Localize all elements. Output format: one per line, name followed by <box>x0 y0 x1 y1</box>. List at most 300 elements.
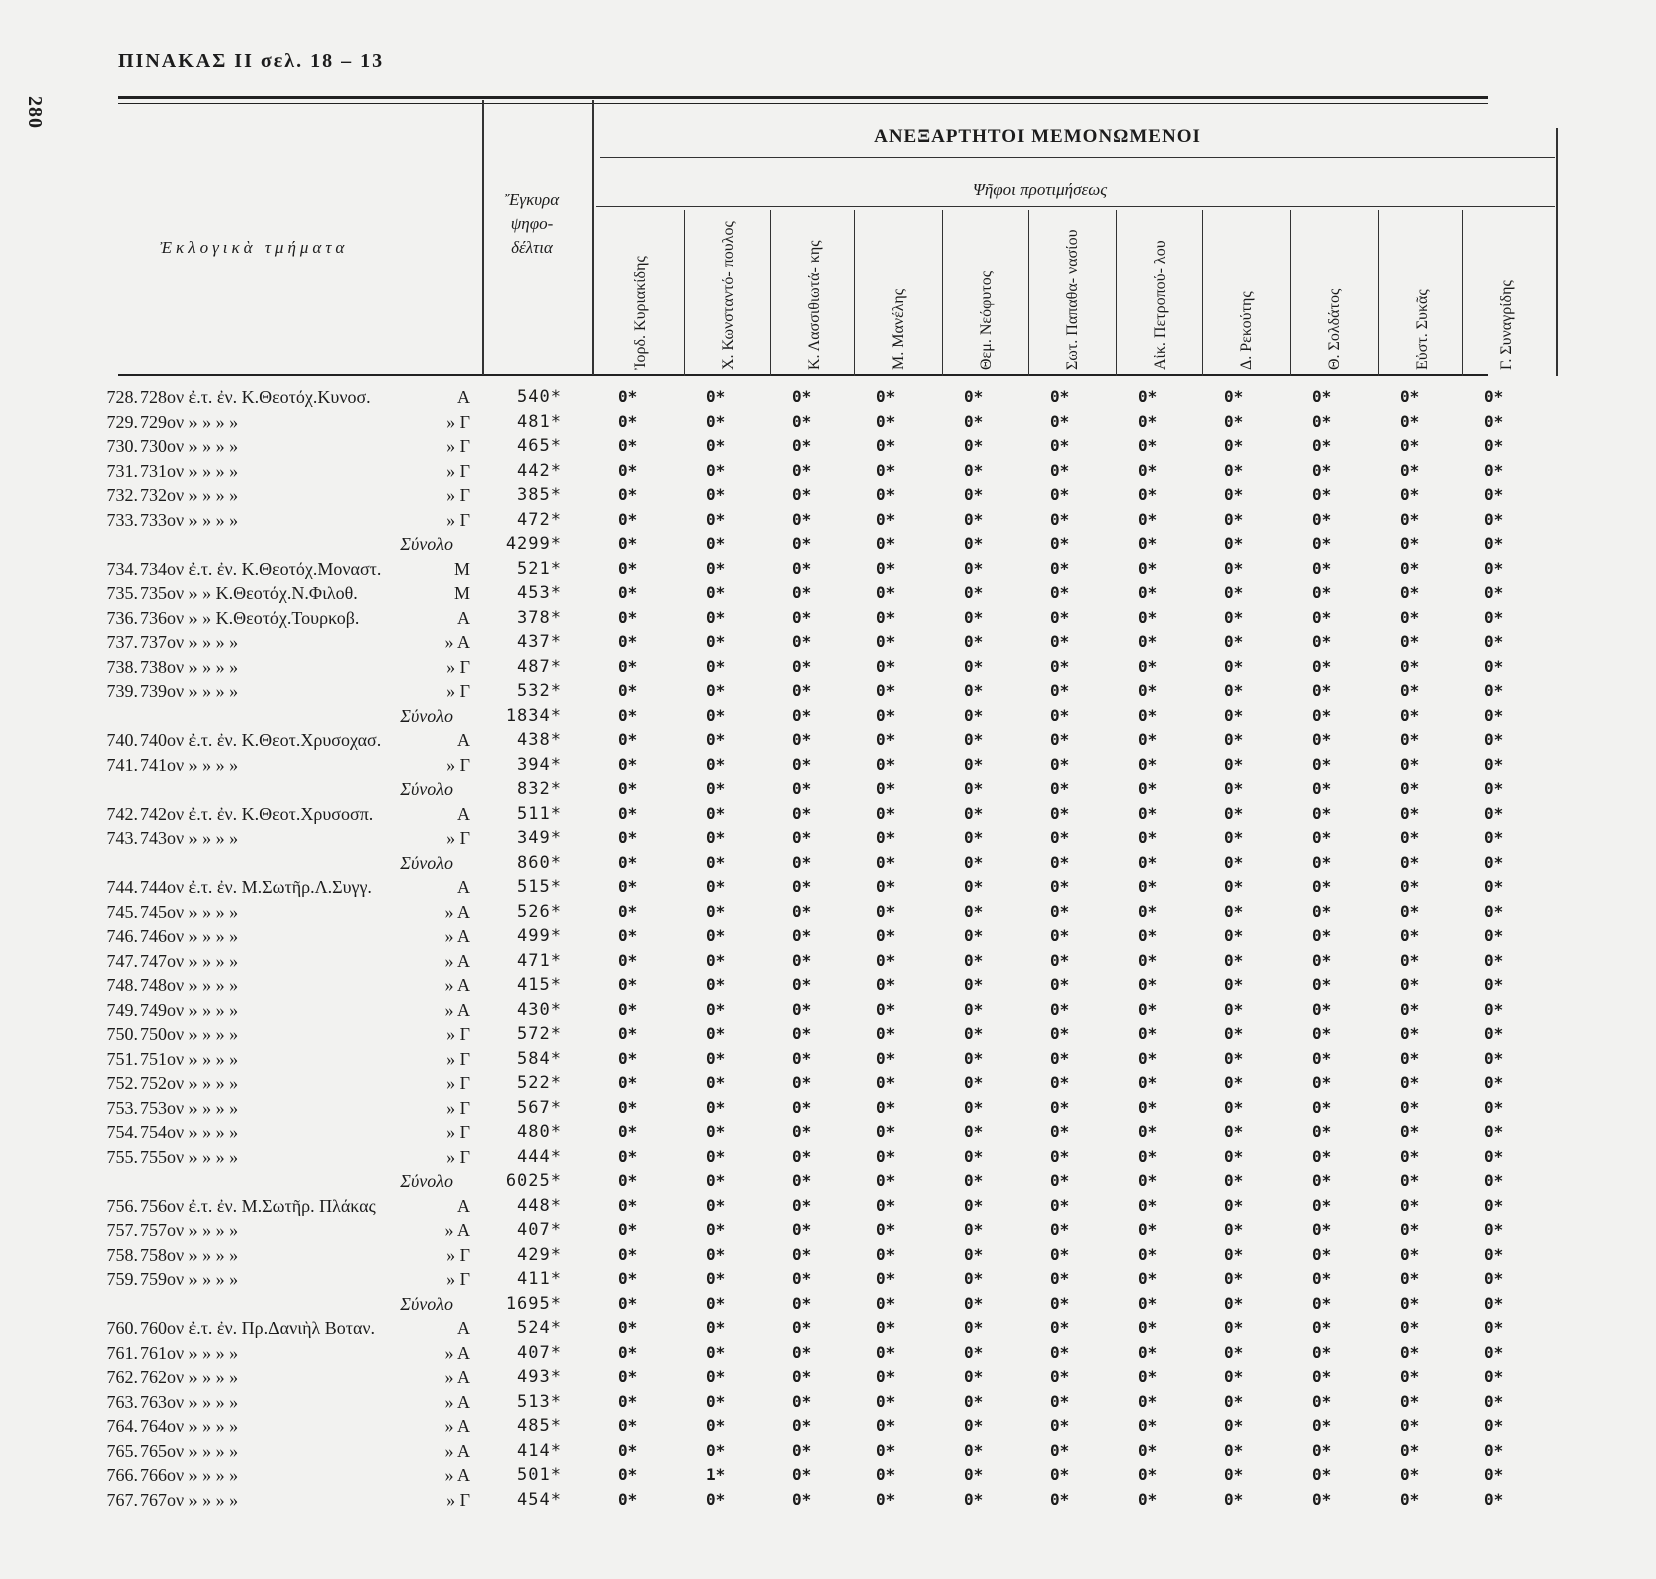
preference-vote-cell: 0* <box>618 1465 638 1484</box>
district-name: 757ον » » » » <box>140 1220 239 1240</box>
preference-vote-cell: 0* <box>706 852 726 872</box>
preference-vote-cell: 0* <box>706 999 726 1019</box>
preference-vote-cell: 0* <box>792 509 812 529</box>
district-category: Α <box>457 1195 470 1216</box>
preference-vote-cell: 0* <box>706 1220 726 1239</box>
preference-vote-cell: 0* <box>1224 558 1244 578</box>
preference-vote-cell: 0* <box>876 656 896 676</box>
preference-vote-cell: 0* <box>1400 877 1420 896</box>
district-category: » Α <box>444 1440 470 1461</box>
district-category: » Α <box>444 975 470 995</box>
preference-vote-cell: 0* <box>706 901 726 921</box>
preference-vote-cell: 0* <box>792 1171 812 1190</box>
preference-vote-cell: 0* <box>964 485 984 504</box>
preference-votes-header: Ψῆφοι προτιμήσεως <box>972 180 1108 199</box>
district-category: » Γ <box>446 1269 470 1289</box>
preference-vote-cell: 0* <box>1138 705 1158 725</box>
district-name: 740ον ἐ.τ. ἐν. Κ.Θεοτ.Χρυσοχασ. <box>140 730 382 750</box>
district-name: 738ον » » » » <box>140 656 239 677</box>
preference-vote-cell: 0* <box>1484 877 1504 896</box>
preference-vote-cell: 0* <box>876 779 896 798</box>
preference-vote-cell: 0* <box>964 1465 984 1484</box>
district-category: Α <box>457 607 470 628</box>
preference-vote-cell: 0* <box>1400 534 1420 553</box>
preference-vote-cell: 0* <box>1050 705 1070 725</box>
preference-vote-cell: 0* <box>706 803 726 823</box>
preference-vote-cell: 0* <box>1050 509 1070 529</box>
preference-vote-cell: 0* <box>1138 1416 1158 1435</box>
preference-vote-cell: 0* <box>964 1073 984 1092</box>
preference-vote-cell: 0* <box>1138 1048 1158 1068</box>
district-category: » Α <box>444 901 470 922</box>
preference-vote-cell: 0* <box>1224 607 1244 627</box>
preference-vote-cell: 0* <box>1484 999 1504 1019</box>
preference-vote-cell: 0* <box>1224 656 1244 676</box>
preference-vote-cell: 0* <box>876 1269 896 1288</box>
preference-vote-cell: 0* <box>1050 460 1070 480</box>
district-category: » Α <box>444 999 470 1020</box>
subtotal-label: Σύνολο <box>400 534 453 554</box>
preference-vote-cell: 0* <box>876 877 896 896</box>
preference-vote-cell: 0* <box>1312 1440 1332 1460</box>
subtotal-row <box>0 532 1656 557</box>
preference-vote-cell: 0* <box>618 730 638 749</box>
row-number: 749. <box>106 999 138 1020</box>
preference-vote-cell: 0* <box>1224 1440 1244 1460</box>
valid-ballots-cell: 437* <box>517 632 562 652</box>
preference-vote-cell: 0* <box>964 460 984 480</box>
district-category: » Γ <box>446 460 470 481</box>
district-name: 745ον » » » » <box>140 901 239 922</box>
district-category: » Γ <box>446 1024 470 1044</box>
preference-vote-cell: 0* <box>1138 583 1158 602</box>
preference-vote-cell: 0* <box>1400 485 1420 504</box>
preference-vote-cell: 0* <box>1224 1195 1244 1215</box>
candidate-divider <box>1116 210 1117 376</box>
district-category: Μ <box>453 583 470 603</box>
district-category: Α <box>457 387 470 407</box>
preference-vote-cell: 0* <box>1484 705 1504 725</box>
valid-ballots-cell: 584* <box>517 1048 562 1069</box>
row-number: 731. <box>106 460 138 481</box>
preference-vote-cell: 0* <box>964 999 984 1019</box>
preference-vote-cell: 0* <box>1400 1146 1420 1166</box>
preference-vote-cell: 0* <box>1138 779 1158 798</box>
district-category: Μ <box>453 558 470 579</box>
preference-vote-cell: 0* <box>1138 1440 1158 1460</box>
preference-vote-cell: 0* <box>1050 632 1070 651</box>
preference-vote-cell: 0* <box>1224 1465 1244 1484</box>
preference-vote-cell: 0* <box>1484 828 1504 847</box>
districts-header: Ἐκλογικὰ τμήματα <box>160 238 349 257</box>
preference-vote-cell: 0* <box>706 828 726 847</box>
preference-vote-cell: 0* <box>618 632 638 651</box>
preference-vote-cell: 0* <box>618 509 638 529</box>
preference-vote-cell: 0* <box>876 583 896 602</box>
table-row <box>0 1365 1656 1390</box>
preference-vote-cell: 0* <box>876 1048 896 1068</box>
preference-vote-cell: 0* <box>876 632 896 651</box>
district-category: » Γ <box>446 1244 470 1265</box>
preference-vote-cell: 0* <box>1050 1465 1070 1484</box>
row-number: 738. <box>106 656 138 677</box>
preference-vote-cell: 0* <box>964 607 984 627</box>
preference-vote-cell: 0* <box>792 485 812 504</box>
district-name: 767ον » » » » <box>140 1489 239 1510</box>
row-number: 764. <box>106 1416 138 1436</box>
preference-vote-cell: 0* <box>792 1440 812 1460</box>
preference-vote-cell: 0* <box>876 1318 896 1337</box>
preference-vote-cell: 0* <box>1484 1024 1504 1043</box>
district-name: 729ον » » » » <box>140 411 239 432</box>
preference-vote-cell: 0* <box>1484 387 1504 406</box>
candidate-header: Χ. Κωνσταντό- πουλος <box>719 221 737 370</box>
preference-vote-cell: 0* <box>1312 1171 1332 1190</box>
preference-vote-cell: 0* <box>1224 1367 1244 1386</box>
preference-vote-cell: 0* <box>1138 754 1158 774</box>
district-name: 754ον » » » » <box>140 1122 239 1142</box>
preference-vote-cell: 0* <box>792 411 812 431</box>
valid-ballots-cell: 430* <box>517 999 562 1020</box>
preference-vote-cell: 0* <box>1484 656 1504 676</box>
row-number: 758. <box>106 1244 138 1265</box>
preference-vote-cell: 0* <box>1138 1269 1158 1288</box>
table-row <box>0 973 1656 998</box>
preference-vote-cell: 0* <box>792 1318 812 1337</box>
table-row <box>0 1218 1656 1243</box>
valid-ballots-cell: 493* <box>517 1367 562 1387</box>
valid-ballots-cell: 454* <box>517 1489 562 1510</box>
preference-vote-cell: 0* <box>1050 975 1070 994</box>
preference-vote-cell: 0* <box>1484 583 1504 602</box>
preference-vote-cell: 0* <box>1484 1048 1504 1068</box>
table-row <box>0 949 1656 974</box>
district-name: 728ον ἐ.τ. ἐν. Κ.Θεοτόχ.Κυνοσ. <box>140 387 371 407</box>
preference-vote-cell: 0* <box>706 681 726 700</box>
preference-vote-cell: 0* <box>1484 411 1504 431</box>
row-number: 740. <box>106 730 138 750</box>
preference-vote-cell: 0* <box>876 1146 896 1166</box>
preference-vote-cell: 0* <box>706 607 726 627</box>
valid-ballots-cell: 532* <box>517 681 562 701</box>
preference-vote-cell: 0* <box>1050 558 1070 578</box>
preference-vote-cell: 0* <box>792 1048 812 1068</box>
preference-vote-cell: 0* <box>706 1367 726 1386</box>
district-category: » Α <box>444 632 470 652</box>
preference-vote-cell: 0* <box>792 607 812 627</box>
preference-vote-cell: 0* <box>1400 1416 1420 1435</box>
valid-ballots-cell: 540* <box>517 387 562 407</box>
preference-vote-cell: 0* <box>706 632 726 651</box>
preference-vote-cell: 0* <box>1224 1097 1244 1117</box>
preference-vote-cell: 0* <box>1400 1465 1420 1484</box>
district-name: 739ον » » » » <box>140 681 239 701</box>
candidate-divider <box>1202 210 1203 376</box>
valid-ballots-cell: 499* <box>517 926 562 946</box>
preference-vote-cell: 0* <box>1050 411 1070 431</box>
preference-vote-cell: 0* <box>1050 485 1070 504</box>
preference-vote-cell: 0* <box>1484 607 1504 627</box>
subtotal-label: Σύνολο <box>400 1293 453 1314</box>
table-row <box>0 875 1656 900</box>
row-number: 730. <box>106 436 138 456</box>
preference-vote-cell: 0* <box>1050 999 1070 1019</box>
preference-vote-cell: 0* <box>792 926 812 945</box>
preference-vote-cell: 0* <box>618 1318 638 1337</box>
preference-vote-cell: 0* <box>618 1146 638 1166</box>
preference-vote-cell: 0* <box>1400 1073 1420 1092</box>
district-name: 747ον » » » » <box>140 950 239 971</box>
district-name: 753ον » » » » <box>140 1097 239 1118</box>
table-row <box>0 1488 1656 1513</box>
preference-vote-cell: 0* <box>618 1171 638 1190</box>
preference-vote-cell: 0* <box>1484 754 1504 774</box>
valid-ballots-cell: 567* <box>517 1097 562 1118</box>
district-name: 762ον » » » » <box>140 1367 239 1387</box>
preference-vote-cell: 0* <box>1312 1367 1332 1386</box>
preference-vote-cell: 0* <box>618 950 638 970</box>
preference-vote-cell: 0* <box>706 1122 726 1141</box>
row-number: 756. <box>106 1195 138 1216</box>
preference-vote-cell: 0* <box>792 803 812 823</box>
preference-vote-cell: 0* <box>618 1440 638 1460</box>
row-number: 736. <box>106 607 138 628</box>
preference-vote-cell: 0* <box>618 1195 638 1215</box>
section-underline <box>600 157 1555 158</box>
preference-vote-cell: 0* <box>706 1146 726 1166</box>
preference-vote-cell: 0* <box>1400 852 1420 872</box>
preference-vote-cell: 0* <box>792 950 812 970</box>
row-number: 755. <box>106 1146 138 1167</box>
preference-vote-cell: 0* <box>1224 877 1244 896</box>
valid-ballots-cell: 832* <box>517 779 562 799</box>
district-name: 755ον » » » » <box>140 1146 239 1167</box>
preference-vote-cell: 0* <box>792 754 812 774</box>
valid-ballots-cell: 4299* <box>505 534 562 554</box>
preference-vote-cell: 0* <box>1224 828 1244 847</box>
preference-vote-cell: 0* <box>792 681 812 700</box>
preference-vote-cell: 0* <box>1484 1440 1504 1460</box>
row-number: 745. <box>106 901 138 922</box>
preference-vote-cell: 0* <box>1138 803 1158 823</box>
preference-vote-cell: 0* <box>1312 460 1332 480</box>
preference-vote-cell: 0* <box>1050 754 1070 774</box>
preference-vote-cell: 0* <box>1484 1073 1504 1092</box>
preference-vote-cell: 0* <box>1224 1244 1244 1264</box>
preference-vote-cell: 0* <box>792 436 812 455</box>
preference-vote-cell: 0* <box>1400 1220 1420 1239</box>
preference-vote-cell: 0* <box>1224 926 1244 945</box>
valid-ballots-cell: 521* <box>517 558 562 579</box>
preference-vote-cell: 0* <box>1138 1220 1158 1239</box>
preference-vote-cell: 0* <box>1050 950 1070 970</box>
district-name: 761ον » » » » <box>140 1342 239 1363</box>
preference-vote-cell: 0* <box>876 975 896 994</box>
table-row <box>0 508 1656 533</box>
preference-vote-cell: 0* <box>1138 1097 1158 1117</box>
preference-vote-cell: 0* <box>1138 1171 1158 1190</box>
preference-vote-cell: 0* <box>706 558 726 578</box>
valid-ballots-cell: 515* <box>517 877 562 897</box>
preference-vote-cell: 0* <box>1224 1024 1244 1043</box>
preference-vote-cell: 0* <box>1400 779 1420 798</box>
candidate-header: Δ. Ρεκούτης <box>1237 291 1255 370</box>
valid-ballots-cell: 448* <box>517 1195 562 1216</box>
top-rule <box>118 96 1488 99</box>
preference-vote-cell: 0* <box>964 1048 984 1068</box>
preference-vote-cell: 0* <box>1312 730 1332 749</box>
preference-vote-cell: 0* <box>1312 1048 1332 1068</box>
preference-vote-cell: 0* <box>964 1195 984 1215</box>
preference-vote-cell: 0* <box>964 534 984 553</box>
preference-vote-cell: 0* <box>1138 1146 1158 1166</box>
preference-vote-cell: 0* <box>618 803 638 823</box>
preference-vote-cell: 0* <box>792 828 812 847</box>
preference-vote-cell: 0* <box>876 1244 896 1264</box>
preference-vote-cell: 0* <box>792 1465 812 1484</box>
preference-vote-cell: 0* <box>1224 1073 1244 1092</box>
preference-vote-cell: 0* <box>1224 901 1244 921</box>
row-number: 751. <box>106 1048 138 1069</box>
subtotal-label: Σύνολο <box>400 779 453 799</box>
valid-ballots-cell: 480* <box>517 1122 562 1142</box>
candidate-header: Μ. Μανέλης <box>889 288 907 370</box>
row-number: 741. <box>106 754 138 775</box>
preference-vote-cell: 0* <box>1224 1146 1244 1166</box>
valid-ballots-cell: 453* <box>517 583 562 603</box>
preference-vote-cell: 0* <box>1138 460 1158 480</box>
district-name: 759ον » » » » <box>140 1269 239 1289</box>
subtotal-row <box>0 704 1656 729</box>
preference-vote-cell: 0* <box>1400 926 1420 945</box>
preference-vote-cell: 0* <box>1312 754 1332 774</box>
candidate-divider <box>1462 210 1463 376</box>
candidate-header: Γ. Συναγρίδης <box>1497 280 1515 370</box>
preference-vote-cell: 0* <box>1484 1122 1504 1141</box>
district-name: 752ον » » » » <box>140 1073 239 1093</box>
preference-vote-cell: 0* <box>1138 828 1158 847</box>
candidate-header: Σωτ. Παπαθα- νασίου <box>1063 229 1081 370</box>
preference-vote-cell: 0* <box>964 681 984 700</box>
preference-vote-cell: 0* <box>1138 681 1158 700</box>
preference-vote-cell: 0* <box>876 681 896 700</box>
preference-vote-cell: 0* <box>1138 1244 1158 1264</box>
preference-vote-cell: 0* <box>1312 901 1332 921</box>
preference-vote-cell: 0* <box>706 730 726 749</box>
row-number: 763. <box>106 1391 138 1412</box>
valid-ballots-cell: 442* <box>517 460 562 481</box>
district-name: 760ον ἐ.τ. ἐν. Πρ.Δανιὴλ Βοταν. <box>140 1318 376 1338</box>
subtotal-label: Σύνολο <box>400 1171 453 1191</box>
preference-vote-cell: 0* <box>1224 1269 1244 1288</box>
preference-vote-cell: 0* <box>706 534 726 553</box>
preference-vote-cell: 0* <box>792 779 812 798</box>
preference-vote-cell: 0* <box>1400 1195 1420 1215</box>
subtotal-row <box>0 1169 1656 1194</box>
table-row <box>0 1071 1656 1096</box>
row-number: 762. <box>106 1367 138 1387</box>
table-row <box>0 385 1656 410</box>
preference-vote-cell: 0* <box>1400 1391 1420 1411</box>
row-number: 746. <box>106 926 138 946</box>
preference-vote-cell: 0* <box>792 1073 812 1092</box>
table-row <box>0 1414 1656 1439</box>
table-row <box>0 753 1656 778</box>
valid-ballots-cell: 394* <box>517 754 562 775</box>
preference-vote-cell: 0* <box>618 1416 638 1435</box>
preference-vote-cell: 0* <box>618 779 638 798</box>
table-row <box>0 1341 1656 1366</box>
preference-vote-cell: 0* <box>706 1244 726 1264</box>
preference-vote-cell: 0* <box>618 681 638 700</box>
preference-vote-cell: 0* <box>792 1122 812 1141</box>
table-row <box>0 900 1656 925</box>
preference-vote-cell: 0* <box>876 1465 896 1484</box>
preference-vote-cell: 0* <box>964 1146 984 1166</box>
candidate-header: Αἰκ. Πετροπού- λου <box>1151 240 1169 370</box>
candidate-divider <box>1378 210 1379 376</box>
preference-vote-cell: 0* <box>792 901 812 921</box>
row-number: 732. <box>106 485 138 505</box>
preference-vote-cell: 0* <box>1138 1342 1158 1362</box>
preference-vote-cell: 0* <box>1400 1293 1420 1313</box>
row-number: 733. <box>106 509 138 530</box>
preference-vote-cell: 0* <box>1400 828 1420 847</box>
preference-vote-cell: 0* <box>1484 1342 1504 1362</box>
preference-vote-cell: 0* <box>964 950 984 970</box>
preference-vote-cell: 0* <box>706 460 726 480</box>
valid-ballots-cell: 485* <box>517 1416 562 1436</box>
preference-vote-cell: 0* <box>1484 1097 1504 1117</box>
preference-vote-cell: 0* <box>1138 656 1158 676</box>
table-row <box>0 679 1656 704</box>
right-border <box>1556 128 1558 376</box>
preference-vote-cell: 0* <box>1484 1489 1504 1509</box>
preference-vote-cell: 0* <box>706 1048 726 1068</box>
valid-ballots-cell: 511* <box>517 803 562 824</box>
row-number: 750. <box>106 1024 138 1044</box>
district-name: 741ον » » » » <box>140 754 239 775</box>
preference-vote-cell: 0* <box>618 460 638 480</box>
district-category: Α <box>457 803 470 824</box>
preference-vote-cell: 0* <box>964 1318 984 1337</box>
preference-vote-cell: 0* <box>706 1269 726 1288</box>
preference-vote-cell: 0* <box>706 1293 726 1313</box>
district-name: 751ον » » » » <box>140 1048 239 1069</box>
valid-ballots-cell: 411* <box>517 1269 562 1289</box>
preference-vote-cell: 0* <box>1050 730 1070 749</box>
preference-vote-cell: 0* <box>706 877 726 896</box>
preference-vote-cell: 0* <box>964 1367 984 1386</box>
valid-ballots-cell: 1695* <box>505 1293 562 1314</box>
preference-vote-cell: 0* <box>1138 485 1158 504</box>
preference-vote-cell: 0* <box>876 1342 896 1362</box>
preference-vote-cell: 1* <box>706 1465 726 1484</box>
preference-vote-cell: 0* <box>792 1146 812 1166</box>
preference-vote-cell: 0* <box>792 632 812 651</box>
preference-vote-cell: 0* <box>1312 975 1332 994</box>
preference-vote-cell: 0* <box>792 387 812 406</box>
preference-vote-cell: 0* <box>1312 509 1332 529</box>
preference-vote-cell: 0* <box>1484 509 1504 529</box>
row-number: 766. <box>106 1465 138 1485</box>
preference-vote-cell: 0* <box>1400 999 1420 1019</box>
preference-vote-cell: 0* <box>1484 1146 1504 1166</box>
preference-vote-cell: 0* <box>876 852 896 872</box>
row-number: 742. <box>106 803 138 824</box>
preference-vote-cell: 0* <box>964 558 984 578</box>
preference-vote-cell: 0* <box>792 460 812 480</box>
